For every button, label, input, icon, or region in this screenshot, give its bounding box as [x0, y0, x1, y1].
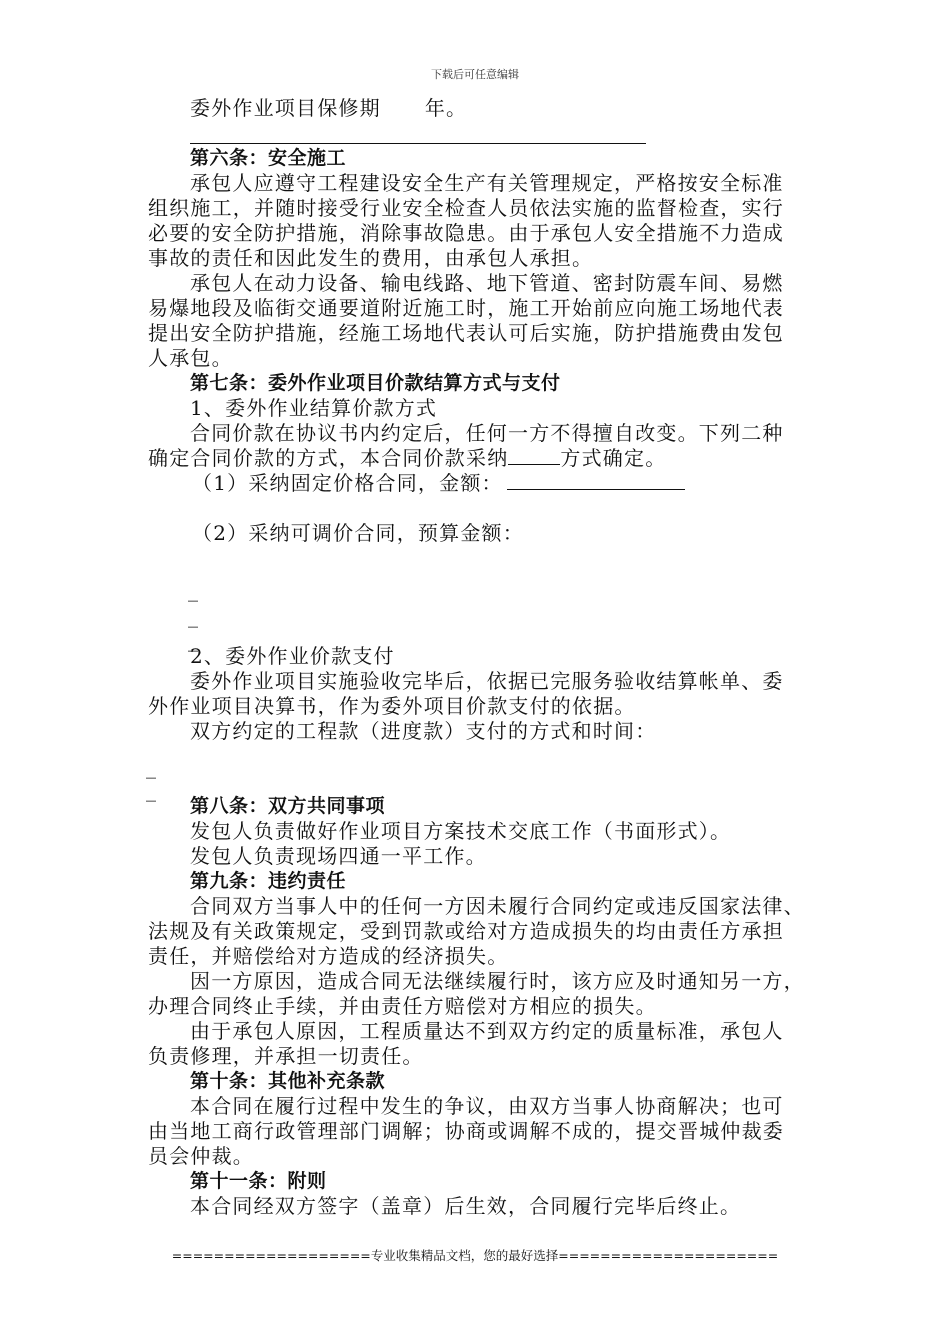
article-7-p3: 双方约定的工程款（进度款）支付的方式和时间：	[190, 719, 657, 743]
article-7-section-2: 2、委外作业价款支付	[190, 644, 395, 668]
document-body	[148, 96, 848, 1219]
article-7-title: 第七条：委外作业项目价款结算方式与支付	[190, 372, 561, 394]
article-6-p2-line: 易爆地段及临街交通要道附近施工时，施工开始前应向施工场地代表	[148, 296, 784, 320]
budget-blank-line[interactable]: _	[188, 604, 198, 628]
article-9-p1-line: 责任，并赔偿给对方造成的经济损失。	[148, 944, 509, 968]
header-note: 下载后可任意编辑	[431, 68, 519, 81]
article-10-p1-line: 本合同在履行过程中发生的争议，由双方当事人协商解决；也可	[190, 1094, 784, 1118]
article-6-p2-line: 承包人在动力设备、输电线路、地下管道、密封防震车间、易燃	[190, 271, 784, 295]
article-6-p1-line: 组织施工，并随时接受行业安全检查人员依法实施的监督检查，实行	[148, 196, 784, 220]
article-9-p2-line: 因一方原因，造成合同无法继续履行时，该方应及时通知另一方，	[190, 969, 805, 993]
budget-blank-line[interactable]: _	[188, 578, 198, 602]
article-6-p1-line: 承包人应遵守工程建设安全生产有关管理规定，严格按安全标准	[190, 171, 784, 195]
article-8-p2: 发包人负责现场四通一平工作。	[190, 844, 487, 868]
article-6-p2-line: 人承包。	[148, 346, 233, 370]
article-9-title: 第九条：违约责任	[190, 870, 347, 892]
article-10-title: 第十条：其他补充条款	[190, 1070, 386, 1092]
warranty-suffix: 年。	[424, 96, 468, 120]
article-10-p1-line: 员会仲裁。	[148, 1144, 254, 1168]
warranty-rule	[190, 143, 646, 144]
article-7-p1-line: 合同价款在协议书内约定后，任何一方不得擅自改变。下列二种	[190, 421, 784, 445]
fixed-price-option	[148, 471, 848, 496]
article-6-p2-line: 提出安全防护措施，经施工场地代表认可后实施，防护措施费由发包	[148, 321, 784, 345]
footer-banner: ===================专业收集精品文档，您的最好选择=====================	[171, 1248, 779, 1263]
article-9-p1-line: 合同双方当事人中的任何一方因未履行合同约定或违反国家法律、	[190, 894, 805, 918]
article-6-p1-line: 必要的安全防护措施，消除事故隐患。由于承包人安全措施不力造成	[148, 221, 784, 245]
article-7-p2-line: 外作业项目决算书，作为委外项目价款支付的依据。	[148, 694, 636, 718]
article-8-p1: 发包人负责做好作业项目方案技术交底工作（书面形式）。	[190, 819, 732, 843]
article-7-section-1: 1、委外作业结算价款方式	[190, 396, 438, 420]
warranty-prefix: 委外作业项目保修期	[190, 96, 381, 120]
article-6-title: 第六条：安全施工	[190, 147, 347, 169]
fixed-price-label: （1）采纳固定价格合同，金额：	[192, 471, 503, 495]
payment-blank-line[interactable]: _	[146, 755, 156, 779]
warranty-line	[148, 96, 848, 121]
budget-blank-line[interactable]: _	[188, 628, 198, 652]
fixed-price-amount-blank[interactable]	[507, 471, 685, 490]
article-11-title: 第十一条：附则	[190, 1170, 327, 1192]
price-method-text: 确定合同价款的方式，本合同价款采纳	[148, 446, 509, 470]
adjustable-price-option: （2）采纳可调价合同，预算金额：	[192, 521, 524, 545]
article-9-p3-line: 负责修理，并承担一切责任。	[148, 1044, 424, 1068]
article-9-p3-line: 由于承包人原因，工程质量达不到双方约定的质量标准，承包人	[190, 1019, 784, 1043]
article-10-p1-line: 由当地工商行政管理部门调解；协商或调解不成的，提交晋城仲裁委	[148, 1119, 784, 1143]
article-11-p1: 本合同经双方签字（盖章）后生效，合同履行完毕后终止。	[190, 1194, 742, 1218]
article-9-p1-line: 法规及有关政策规定，受到罚款或给对方造成损失的均由责任方承担	[148, 919, 784, 943]
article-9-p2-line: 办理合同终止手续，并由责任方赔偿对方相应的损失。	[148, 994, 657, 1018]
article-7-p2-line: 委外作业项目实施验收完毕后，依据已完服务验收结算帐单、委	[190, 669, 784, 693]
article-8-title: 第八条：双方共同事项	[190, 795, 386, 817]
price-method-suffix: 方式确定。	[560, 446, 667, 470]
price-method-blank[interactable]	[508, 446, 560, 465]
payment-blank-line[interactable]: _	[146, 778, 156, 802]
article-7-p1-line	[148, 446, 848, 471]
article-6-p1-line: 事故的责任和因此发生的费用，由承包人承担。	[148, 246, 594, 270]
